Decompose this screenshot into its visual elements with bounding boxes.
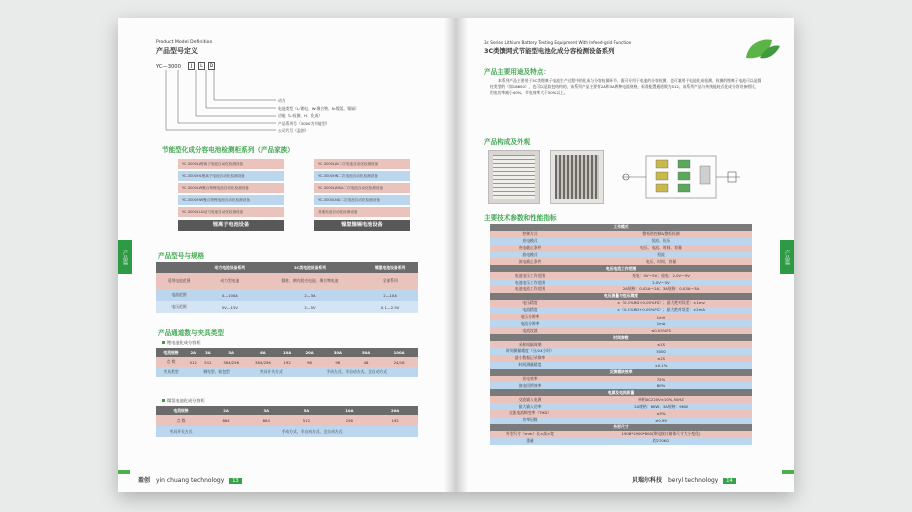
- param-group-row: [490, 369, 752, 376]
- family-right-item: YC-3000LND二次电池自动化检测设备: [314, 195, 410, 205]
- table-row: [490, 252, 752, 259]
- family-right-item: YC-3000HN二次电池自动化检测设备: [314, 171, 410, 181]
- table-cell: 256: [345, 418, 353, 423]
- param-value: 1mV: [656, 314, 666, 320]
- left-footer-en: yin chuang technology: [155, 477, 225, 484]
- family-right-label: 镍氢镍镉电池设备: [314, 220, 410, 231]
- table-cell: 0.1—2.5V: [380, 304, 400, 310]
- table-cell: 动力型电池: [220, 278, 240, 283]
- ni-header-cell: 20A: [372, 406, 418, 415]
- param-label: 充电模式: [522, 238, 538, 244]
- model-legend-item: 公司代号（盈创）: [278, 128, 309, 134]
- table-cell: 5—100A: [221, 292, 238, 298]
- right-page-number: 14: [723, 478, 735, 484]
- param-value: 2A规格：6KW；3A规格：9KW: [634, 403, 688, 409]
- param-value: ±（0.1%RD+0.05%FS）；最大绝对误差：±2mA: [616, 307, 706, 313]
- param-group-label: 反馈模块效率: [490, 369, 752, 376]
- table-row: [490, 286, 752, 293]
- table-row: [490, 279, 752, 286]
- param-label: 电流精度: [522, 307, 538, 313]
- book-gutter: [444, 18, 468, 492]
- table-cell: 512: [189, 359, 197, 365]
- ni-caption-text: 镍氢电池化成分容柜: [167, 398, 205, 403]
- li-header-cell: 20A: [295, 348, 323, 357]
- left-page: [118, 18, 456, 492]
- table-cell: 点 数: [176, 417, 186, 423]
- param-value: 1908*1900*600(馈电接口箱体尺寸大小变化): [621, 431, 701, 437]
- leaf-logo: [742, 36, 782, 62]
- table-row: [490, 348, 752, 355]
- table-cell: 全部系列: [382, 278, 398, 283]
- ni-header-cell: 电流规格: [156, 406, 206, 415]
- structure-title: 产品构成及外观: [484, 138, 531, 146]
- model-letter: J: [188, 62, 195, 70]
- model-code: YC—3000: [156, 64, 181, 70]
- table-cell: 864: [222, 418, 230, 423]
- li-header-row: [156, 348, 418, 357]
- li-header-cell: 5A: [215, 348, 247, 357]
- right-footer-bar: [782, 470, 794, 474]
- param-label: 交流电流畸变率（THD）: [508, 410, 552, 416]
- left-header-cn: 产品型号定义: [156, 47, 198, 55]
- table-row: [490, 231, 752, 238]
- param-value: 电压、时间、容量: [645, 258, 677, 264]
- table-cell: 电流范围: [171, 292, 187, 297]
- param-label: 采样间隔周期: [518, 341, 542, 347]
- param-group-row: [490, 334, 752, 341]
- param-label: 放电截止条件: [518, 258, 542, 264]
- family-left-label: 锂离子电池设备: [178, 220, 284, 231]
- table-row: [490, 362, 752, 369]
- spec-header-cell: [156, 262, 202, 273]
- table-cell: 864: [262, 418, 270, 423]
- table-cell: 2—5V: [304, 304, 316, 310]
- param-label: 控制方式: [522, 231, 538, 237]
- table-cell: 夹具类型: [163, 369, 179, 374]
- ni-header-row: [156, 406, 418, 415]
- table-cell: 手动方式、半自动方式、全自动方式: [281, 428, 343, 434]
- table-cell: 512: [302, 418, 311, 423]
- param-label: 电池电流工作范围: [514, 286, 546, 292]
- param-label: 外型尺寸（mm）长×高×宽: [506, 431, 554, 437]
- param-group-row: [490, 293, 752, 300]
- param-label: 充电截止条件: [518, 245, 542, 251]
- table-row: [490, 396, 752, 403]
- param-label: 时间测量精度（分/24小时）: [506, 348, 554, 354]
- left-page-number: 13: [229, 478, 241, 484]
- param-label: 电池电压工作范围: [514, 279, 546, 285]
- table-cell: 5V—15V: [221, 304, 238, 310]
- table-row: [490, 314, 752, 321]
- param-value: ≤1S: [656, 342, 665, 348]
- model-letter: L: [198, 62, 205, 70]
- table-row: [490, 258, 752, 265]
- param-group-row: [490, 389, 752, 396]
- table-cell: 圆柱、钢壳铝壳电池、聚合物电池: [281, 278, 339, 283]
- param-group-label: 电压测量与恒压精度: [490, 293, 752, 300]
- param-group-label: 电压电流工作范围: [490, 265, 752, 272]
- bullet-icon: [162, 341, 165, 344]
- left-footer-bar: [118, 470, 130, 474]
- table-row: [490, 341, 752, 348]
- param-label: 最大输入功率: [518, 403, 542, 409]
- param-value: 整柜供控制&整柜检测: [642, 231, 680, 237]
- ni-caption: [162, 398, 205, 403]
- table-row: [490, 376, 752, 383]
- table-row: [156, 415, 418, 426]
- table-cell: 384/256: [255, 359, 271, 365]
- table-row: [490, 272, 752, 279]
- li-header-cell: 30A: [324, 348, 352, 357]
- table-cell: 96: [307, 359, 312, 365]
- model-letter: D: [209, 64, 214, 69]
- param-group-row: [490, 424, 752, 431]
- param-value: ≤5%: [656, 410, 666, 416]
- table-cell: 96: [335, 359, 341, 365]
- param-value: 电压、电流、时间、容量: [640, 245, 682, 251]
- bullet-icon: [162, 399, 165, 402]
- model-legend-item: 功能（L:检测、H：化成）: [278, 113, 323, 119]
- model-legend-item: 产品系列号（3000为节能型）: [278, 120, 330, 126]
- spec-table: [156, 262, 418, 313]
- li-channel-table: [156, 348, 418, 377]
- table-cell: 192: [283, 359, 291, 365]
- model-legend: [278, 98, 359, 136]
- table-cell: 钢壳型、软包型: [203, 369, 230, 374]
- param-value: 80%: [656, 383, 666, 389]
- param-label: 电压精度: [522, 300, 538, 306]
- right-footer-brand: 贝瑞尔科技: [632, 477, 663, 484]
- param-value: 恒流、恒压: [651, 238, 671, 244]
- ni-header-cell: 3A: [246, 406, 286, 415]
- right-footer-en: beryl technology: [667, 477, 719, 484]
- table-cell: 夹具开关方式: [169, 428, 193, 434]
- table-row: [156, 273, 418, 289]
- ni-header-cell: 2A: [206, 406, 246, 415]
- family-right-item: 其他电池自动化检测设备: [314, 207, 410, 217]
- left-footer: [138, 475, 242, 484]
- li-header-cell: 10A: [279, 348, 296, 357]
- param-value: ≤0.05%FS: [651, 328, 671, 334]
- cabinet-1-slots: [493, 155, 535, 199]
- param-value: 充电：0V～5V；放电：2.0V～5V: [632, 272, 690, 278]
- ni-header-cell: 10A: [327, 406, 373, 415]
- family-left-item: YC-3000LW聚合物锂电池自动化检测设备: [178, 183, 284, 193]
- circuit-diagram: [616, 152, 746, 202]
- param-label: 功率因数: [522, 417, 538, 423]
- param-value: 恒流: [657, 252, 665, 257]
- model-legend-item: 动力: [278, 98, 286, 103]
- table-row: [490, 327, 752, 334]
- spec-header-cell: 镍氢电池设备系列: [362, 262, 418, 273]
- param-value: ±0.1%: [654, 362, 668, 368]
- table-cell: 2—10A: [383, 292, 397, 298]
- param-table: [490, 224, 752, 445]
- param-value: ≥0.99: [655, 417, 667, 423]
- table-row: [490, 382, 752, 389]
- model-letters: [188, 62, 215, 70]
- right-header-cn: 3C类馈网式节能型电池化成分容检测设备系列: [484, 47, 615, 55]
- table-cell: 点 数: [166, 359, 176, 364]
- right-header-en: 3c Series Lithium Battery Testing Equipment With Infeed-grid Function: [484, 40, 632, 45]
- param-value: 3000: [656, 348, 666, 354]
- spec-header-row: [156, 262, 418, 273]
- table-cell: 48: [363, 359, 369, 365]
- param-label: 时间测量精度: [518, 362, 542, 368]
- table-cell: 夹具开关方式: [259, 369, 283, 374]
- li-header-cell: 3A: [201, 348, 216, 357]
- param-group-row: [490, 224, 752, 231]
- table-row: [156, 301, 418, 313]
- param-group-label: 外形尺寸: [490, 424, 752, 431]
- param-group-label: 工作模式: [490, 224, 752, 231]
- family-left-item: YC-3000LLD动力电池自动化检测设备: [178, 207, 284, 217]
- table-row: [490, 307, 752, 314]
- param-label: 电压分辨率: [520, 314, 540, 320]
- table-row: [490, 417, 752, 424]
- param-label: 重量: [526, 438, 534, 444]
- table-row: [156, 426, 418, 437]
- family-right-item: YC-3000LJNSA二次电池自动化检测设备: [314, 183, 410, 193]
- li-caption: [162, 340, 201, 345]
- brochure-spread: [118, 18, 794, 492]
- param-value: ≤1S: [656, 355, 665, 361]
- param-label: 电池电压工作范围: [514, 272, 546, 278]
- param-value: 约270KG: [652, 438, 670, 444]
- spec-title: 产品型号与规格: [158, 252, 205, 260]
- param-label: 放电回馈效率: [518, 382, 542, 388]
- li-header-cell: 100A: [380, 348, 418, 357]
- table-row: [490, 238, 752, 245]
- table-cell: 电压范围: [171, 304, 187, 309]
- right-footer: [632, 475, 736, 484]
- table-cell: 512: [204, 359, 212, 365]
- channel-title: 产品通道数与夹具类型: [158, 329, 224, 337]
- table-cell: 384/256: [223, 359, 240, 365]
- cabinet-photo-1: [488, 150, 540, 204]
- right-page: [456, 18, 794, 492]
- table-row: [490, 410, 752, 417]
- ni-channel-table: [156, 406, 418, 437]
- param-value: 2.0V～5V: [652, 279, 670, 285]
- param-value: ±（0.1%RD+0.05%FS）；最大绝对误差：±1mv: [617, 300, 705, 306]
- table-row: [490, 320, 752, 327]
- param-title: 主要技术参数和性能指标: [484, 214, 557, 222]
- right-side-tab: 产品篇: [780, 240, 794, 274]
- param-value: 1mA: [656, 321, 666, 327]
- spec-header-cell: 3C类电池设备系列: [258, 262, 363, 273]
- family-left-item: YC-3000HW聚合物锂电池自动化检测设备: [178, 195, 284, 205]
- table-cell: 2—3A: [304, 292, 316, 298]
- family-right-item: YC-3000LJN二次电池自动化检测设备: [314, 159, 410, 169]
- param-label: 电流分辨率: [520, 320, 540, 326]
- table-cell: 192: [391, 418, 399, 423]
- li-header-cell: 电流规格: [156, 348, 186, 357]
- table-row: [490, 403, 752, 410]
- param-label: 放电模式: [522, 252, 538, 257]
- li-header-cell: 2A: [186, 348, 201, 357]
- table-row: [490, 431, 752, 438]
- param-value: 75%: [656, 376, 666, 382]
- param-group-row: [490, 265, 752, 272]
- ni-header-cell: 5A: [286, 406, 326, 415]
- param-label: 最小数据记录频率: [514, 355, 546, 361]
- param-label: 充电效率: [522, 376, 538, 382]
- spec-header-cell: 动力电池设备系列: [202, 262, 258, 273]
- cabinet-photo-2: [550, 150, 604, 204]
- table-row: [490, 300, 752, 307]
- param-group-label: 时间参数: [490, 334, 752, 341]
- table-row: [156, 357, 418, 367]
- left-side-tab: 产品篇: [118, 240, 132, 274]
- param-value: 单相AC220V±10%,50HZ: [638, 396, 684, 402]
- cabinet-2-slots: [555, 155, 599, 199]
- family-left-item: YC-3000LJ锂离子电池自动化检测设备: [178, 159, 284, 169]
- table-row: [156, 289, 418, 301]
- model-legend-item: 电池类型（L:锂电、W:聚合物、N:镍氢、镍镉）: [278, 105, 359, 111]
- family-title: 节能型化成分容电池检测柜系列（产品家族）: [162, 146, 294, 154]
- li-header-cell: 6A: [247, 348, 279, 357]
- param-label: 交流输入电源: [518, 396, 542, 402]
- param-group-label: 电源及电网质量: [490, 389, 752, 396]
- table-cell: 手动方式、半自动方式、全自动方式: [326, 369, 388, 374]
- table-row: [156, 367, 418, 377]
- family-left-item: YC-3000HL锂离子电池自动化检测设备: [178, 171, 284, 181]
- table-cell: 适用电池范围: [167, 278, 191, 283]
- table-row: [490, 245, 752, 252]
- feature-title: 产品主要用途及特点：: [484, 68, 550, 76]
- table-cell: 24/16: [393, 359, 405, 365]
- table-row: [490, 355, 752, 362]
- table-row: [490, 438, 752, 445]
- li-header-cell: 50A: [352, 348, 380, 357]
- param-value: 2A规格：0.02A～2A；3A规格：0.03A～3A: [622, 286, 700, 292]
- feature-text: 本系列产品主要用于3C类锂离子电池生产过程中的化成与分容检测环节，既可专用于电池的分容检测，也可兼用于电池化成检测，检测的锂离子电池可以是圆柱类型的（如18650），也可以是软包结构的，该系列产品主要有2A和3A两种电流规格，标准配置通道数为512。该系列产品与传统能耗式化成分容设备相比，用电功率减小40%，节电效率大于50%以上。: [490, 78, 762, 95]
- param-label: 电流纹波: [522, 327, 538, 333]
- li-caption-text: 锂电池化成分容柜: [167, 340, 201, 345]
- left-header-en: Product Model Definition: [156, 40, 213, 45]
- left-footer-brand: 盈创: [138, 477, 151, 484]
